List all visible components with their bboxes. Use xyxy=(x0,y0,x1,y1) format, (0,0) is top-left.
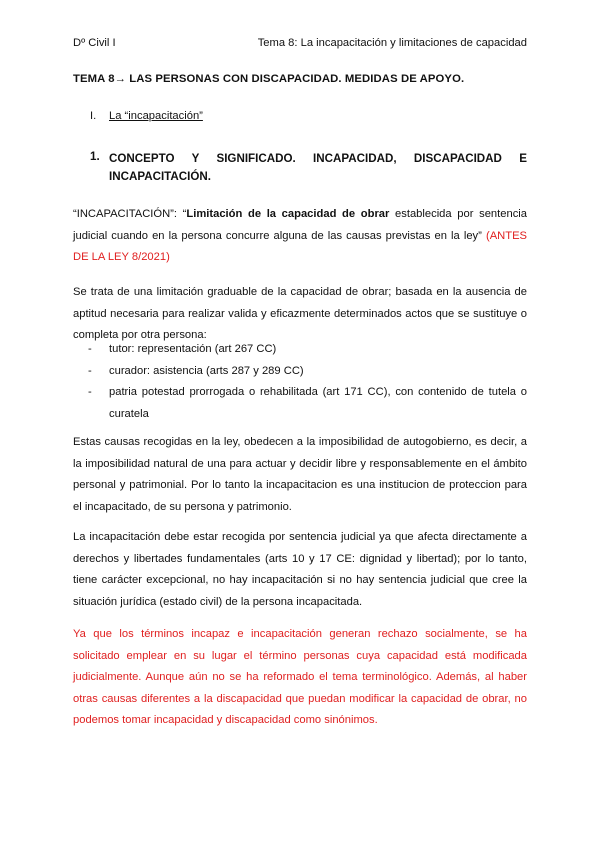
list-item-text: patria potestad prorrogada o rehabilitada (art 171 CC), con contenido de tutela o curatela xyxy=(109,386,527,420)
list-item xyxy=(88,339,527,361)
definition-paragraph xyxy=(73,204,527,269)
list-item xyxy=(88,382,527,425)
list-bullet: - xyxy=(88,343,92,355)
list-bullet: - xyxy=(88,386,92,398)
list-item-text: curador: asistencia (arts 287 y 289 CC) xyxy=(109,364,304,377)
subsection-title-line2: INCAPACITACIÓN. xyxy=(109,170,211,183)
definition-bold: Limitación de la capacidad de obrar xyxy=(186,208,390,220)
document-title: TEMA 8→ LAS PERSONAS CON DISCAPACIDAD. MEDIDAS DE APOYO. xyxy=(73,73,465,85)
paragraph-limitation: Se trata de una limitación graduable de la capacidad de obrar; basada en la ausencia de aptitud necesaria para realizar valida y eficazmente determinados actos que se sustituye o completa por otra persona: xyxy=(73,286,527,341)
header-right: Tema 8: La incapacitación y limitaciones de capacidad xyxy=(257,37,527,49)
list-item xyxy=(88,361,527,383)
section-heading: La “incapacitación” xyxy=(109,110,203,122)
list-bullet: - xyxy=(88,364,92,377)
paragraph-terminology: Ya que los términos incapaz e incapacitación generan rechazo socialmente, se ha solicitado emplear en su lugar el término personas cuya capacidad está modificada judicialmente. Aunque aún no se ha reformado el tema terminológico. Además, al haber otras causas diferentes a la discapacidad que puedan modificar la capacidad de obrar, no podemos tomar incapacidad y discapacidad como sinónimos. xyxy=(73,628,527,726)
paragraph-sentence: La incapacitación debe estar recogida por sentencia judicial ya que afecta directamente a derechos y libertades fundamentales (arts 10 y 17 CE: dignidad y libertad); por lo tanto, tiene carácter excepcional, no hay incapacitación si no hay sentencia judicial que cree la situación jurídica (estado civil) de la persona incapacitada. xyxy=(73,531,527,608)
subsection-title xyxy=(109,150,527,186)
definition-note: (ANTES DE LA LEY 8/2021) xyxy=(73,229,528,263)
paragraph-causes: Estas causas recogidas en la ley, obedecen a la imposibilidad de autogobierno, es decir, a la imposibilidad natural de una para actuar y decidir libre y responsablemente en el ámbito personal y patrimonial. Por lo tanto la incapacitacion es una institucion de proteccion para el incapacitado, de su persona y patrimonio. xyxy=(73,436,527,513)
definition-rest: establecida por sentencia judicial cuando en la persona concurre alguna de las causas previstas en la ley” xyxy=(73,208,527,242)
header-left: Dº Civil I xyxy=(73,37,116,49)
subsection-number: 1. xyxy=(90,150,100,163)
section-number: I. xyxy=(90,110,97,122)
definition-term: “INCAPACITACIÓN”: “ xyxy=(73,208,187,220)
support-list xyxy=(88,339,527,425)
subsection-title-line1: CONCEPTO Y SIGNIFICADO. INCAPACIDAD, DISCAPACIDAD E xyxy=(109,152,527,165)
list-item-text: tutor: representación (art 267 CC) xyxy=(109,343,277,355)
